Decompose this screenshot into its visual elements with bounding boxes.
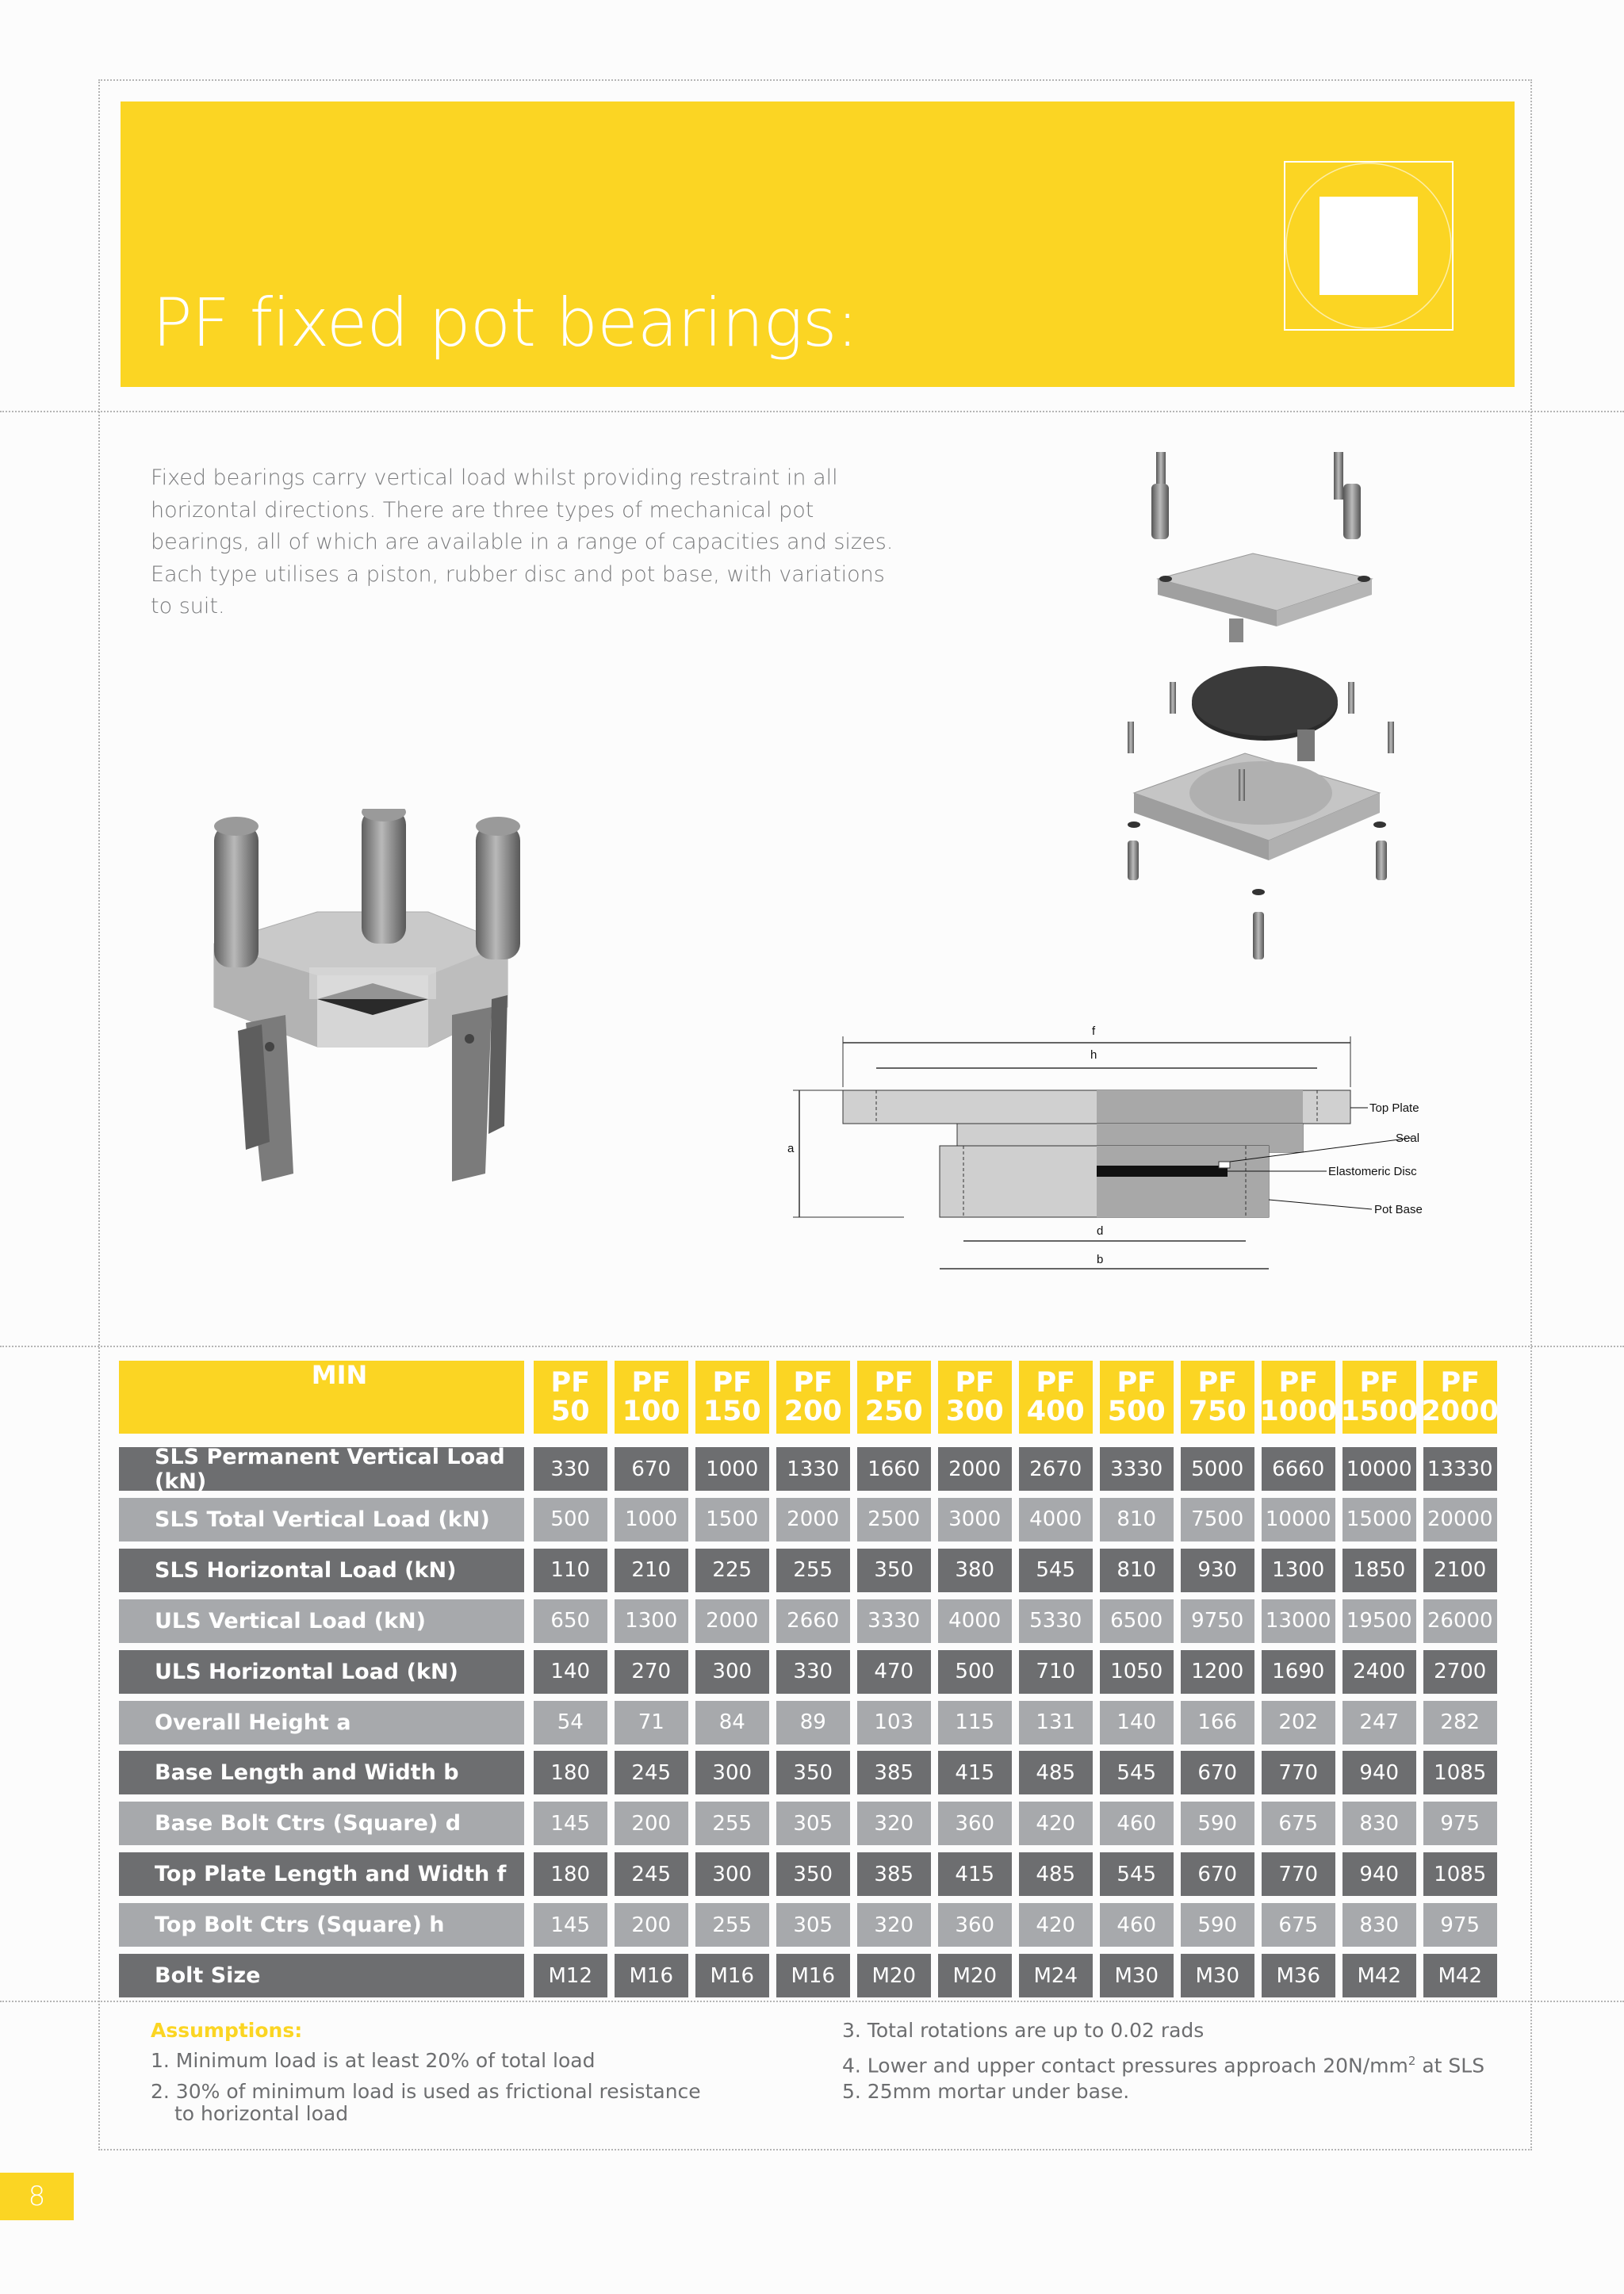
table-cell: 110: [534, 1549, 607, 1592]
table-cell: 710: [1019, 1650, 1093, 1694]
table-cell: 84: [695, 1701, 769, 1744]
table-cell: 245: [615, 1751, 688, 1794]
label-pot-base: Pot Base: [1374, 1203, 1423, 1216]
note-3: 3. Total rotations are up to 0.02 rads: [842, 2019, 1205, 2042]
page-number: 8: [0, 2173, 74, 2220]
table-cell: 26000: [1423, 1599, 1497, 1643]
table-cell: 3330: [1100, 1447, 1174, 1491]
note-4: [842, 2049, 1484, 2078]
table-cell: 247: [1342, 1701, 1416, 1744]
table-cell: 140: [1100, 1701, 1174, 1744]
column-header-number: 1500: [1340, 1396, 1418, 1427]
column-header-prefix: PF: [1359, 1367, 1400, 1399]
column-header: [1019, 1361, 1093, 1434]
table-cell: 2000: [695, 1599, 769, 1643]
table-cell: 300: [695, 1852, 769, 1896]
dim-b-label: b: [1097, 1253, 1104, 1266]
table-cell: 810: [1100, 1498, 1174, 1541]
square-logo-icon: [1283, 160, 1454, 331]
table-cell: 670: [615, 1447, 688, 1491]
table-cell: 330: [534, 1447, 607, 1491]
table-cell: 103: [857, 1701, 931, 1744]
table-row: [119, 1852, 1511, 1896]
column-header-prefix: PF: [1197, 1367, 1238, 1399]
table-cell: 650: [534, 1599, 607, 1643]
table-cell: 545: [1100, 1751, 1174, 1794]
table-cell: 830: [1342, 1802, 1416, 1845]
table-cell: 1660: [857, 1447, 931, 1491]
row-label: Top Plate Length and Width f: [119, 1852, 524, 1896]
frame-left-border: [98, 79, 100, 2150]
table-cell: 2660: [776, 1599, 850, 1643]
exploded-bearing-illustration: [1110, 452, 1411, 975]
column-header: [857, 1361, 931, 1434]
table-cell: 71: [615, 1701, 688, 1744]
table-cell: 930: [1181, 1549, 1254, 1592]
column-header: [1342, 1361, 1416, 1434]
table-cell: 1000: [695, 1447, 769, 1491]
table-cell: 15000: [1342, 1498, 1416, 1541]
row-label: Bolt Size: [119, 1954, 524, 1997]
table-header-label: MIN: [119, 1361, 524, 1434]
table-cell: 2700: [1423, 1650, 1497, 1694]
table-row: [119, 1903, 1511, 1947]
title-banner: [121, 101, 1515, 387]
row-label: Top Bolt Ctrs (Square) h: [119, 1903, 524, 1947]
column-header-number: 1000: [1259, 1396, 1337, 1427]
column-header: [1181, 1361, 1254, 1434]
table-cell: 54: [534, 1701, 607, 1744]
table-cell: 2000: [776, 1498, 850, 1541]
frame-right-border: [1530, 79, 1532, 2150]
table-row: [119, 1650, 1511, 1694]
table-cell: 282: [1423, 1701, 1497, 1744]
table-cell: 545: [1019, 1549, 1093, 1592]
intro-paragraph: Fixed bearings carry vertical load whilst providing restraint in all horizontal directions. There are three types of mechanical pot bearings, all of which are available in a range of capacities and sizes. Each type utilises a piston, rubber disc and pot base, with variations to suit.: [151, 465, 894, 618]
table-row: [119, 1599, 1511, 1643]
table-cell: 770: [1262, 1852, 1335, 1896]
column-header-prefix: PF: [1278, 1367, 1319, 1399]
divider-above-table: [0, 1346, 1624, 1347]
table-cell: M36: [1262, 1954, 1335, 1997]
table-cell: M24: [1019, 1954, 1093, 1997]
note-4-superscript: 2: [1408, 2054, 1416, 2068]
column-header-prefix: PF: [1440, 1367, 1480, 1399]
table-cell: M16: [776, 1954, 850, 1997]
column-header-prefix: PF: [955, 1367, 995, 1399]
row-label: Base Bolt Ctrs (Square) d: [119, 1802, 524, 1845]
note-4-text: 4. Lower and upper contact pressures approach 20N/mm: [842, 2054, 1408, 2078]
table-cell: 320: [857, 1802, 931, 1845]
column-header-number: 200: [783, 1396, 842, 1427]
table-cell: 89: [776, 1701, 850, 1744]
label-elastomeric-disc: Elastomeric Disc: [1328, 1165, 1417, 1178]
table-cell: 1200: [1181, 1650, 1254, 1694]
column-header-number: 750: [1188, 1396, 1247, 1427]
table-cell: 3000: [938, 1498, 1012, 1541]
table-cell: 2500: [857, 1498, 931, 1541]
note-2: 2. 30% of minimum load is used as frictional resistance: [151, 2080, 701, 2103]
label-seal: Seal: [1396, 1132, 1420, 1145]
table-cell: 1850: [1342, 1549, 1416, 1592]
table-cell: 975: [1423, 1903, 1497, 1947]
table-cell: 1085: [1423, 1852, 1497, 1896]
note-1: 1. Minimum load is at least 20% of total load: [151, 2049, 596, 2072]
table-cell: 255: [695, 1802, 769, 1845]
table-cell: M12: [534, 1954, 607, 1997]
table-cell: 485: [1019, 1751, 1093, 1794]
column-header-number: 250: [864, 1396, 923, 1427]
divider-under-banner: [0, 411, 1624, 412]
table-cell: 415: [938, 1751, 1012, 1794]
table-cell: 590: [1181, 1903, 1254, 1947]
dim-a-label: a: [787, 1142, 795, 1155]
page-title: PF fixed pot bearings:: [152, 284, 858, 362]
table-cell: 180: [534, 1852, 607, 1896]
column-header-prefix: PF: [550, 1367, 591, 1399]
table-cell: 255: [695, 1903, 769, 1947]
column-header: [1259, 1361, 1337, 1434]
notes-heading: Assumptions:: [151, 2019, 303, 2042]
table-cell: 545: [1100, 1852, 1174, 1896]
table-cell: 10000: [1262, 1498, 1335, 1541]
table-cell: M30: [1100, 1954, 1174, 1997]
column-header: [695, 1361, 769, 1434]
table-cell: 830: [1342, 1903, 1416, 1947]
cross-section-diagram: [781, 1019, 1439, 1285]
row-label: Base Length and Width b: [119, 1751, 524, 1794]
row-label: SLS Permanent Vertical Load (kN): [119, 1447, 524, 1491]
row-label: Overall Height a: [119, 1701, 524, 1744]
table-cell: 1000: [615, 1498, 688, 1541]
table-cell: 210: [615, 1549, 688, 1592]
table-cell: 166: [1181, 1701, 1254, 1744]
table-cell: 350: [776, 1852, 850, 1896]
table-cell: 200: [615, 1802, 688, 1845]
table-cell: 300: [695, 1650, 769, 1694]
table-cell: 6500: [1100, 1599, 1174, 1643]
table-cell: 500: [938, 1650, 1012, 1694]
table-cell: 4000: [938, 1599, 1012, 1643]
table-cell: M30: [1181, 1954, 1254, 1997]
table-cell: 675: [1262, 1903, 1335, 1947]
table-header-row: [119, 1361, 1511, 1434]
table-row: [119, 1802, 1511, 1845]
column-header: [615, 1361, 688, 1434]
table-cell: 1085: [1423, 1751, 1497, 1794]
table-cell: 1690: [1262, 1650, 1335, 1694]
table-cell: 360: [938, 1802, 1012, 1845]
table-cell: 270: [615, 1650, 688, 1694]
table-cell: 380: [938, 1549, 1012, 1592]
table-cell: 3330: [857, 1599, 931, 1643]
table-cell: M16: [695, 1954, 769, 1997]
note-4-tail: at SLS: [1415, 2054, 1485, 2078]
column-header-number: 300: [945, 1396, 1004, 1427]
table-cell: 460: [1100, 1802, 1174, 1845]
column-header-prefix: PF: [1116, 1367, 1157, 1399]
table-cell: 140: [534, 1650, 607, 1694]
table-cell: 305: [776, 1802, 850, 1845]
table-cell: 1300: [615, 1599, 688, 1643]
table-cell: 2400: [1342, 1650, 1416, 1694]
table-row: [119, 1549, 1511, 1592]
table-cell: 202: [1262, 1701, 1335, 1744]
column-header-prefix: PF: [793, 1367, 833, 1399]
table-cell: 13000: [1262, 1599, 1335, 1643]
frame-top-border: [98, 79, 1532, 81]
table-cell: M20: [857, 1954, 931, 1997]
table-cell: 6660: [1262, 1447, 1335, 1491]
table-cell: 255: [776, 1549, 850, 1592]
table-cell: 300: [695, 1751, 769, 1794]
table-row: [119, 1498, 1511, 1541]
table-cell: 13330: [1423, 1447, 1497, 1491]
table-cell: 19500: [1342, 1599, 1416, 1643]
table-cell: 20000: [1423, 1498, 1497, 1541]
table-cell: 810: [1100, 1549, 1174, 1592]
table-cell: 225: [695, 1549, 769, 1592]
table-cell: 670: [1181, 1852, 1254, 1896]
table-cell: 420: [1019, 1802, 1093, 1845]
table-cell: 385: [857, 1751, 931, 1794]
table-cell: 10000: [1342, 1447, 1416, 1491]
dim-d-label: d: [1097, 1224, 1104, 1238]
table-cell: M42: [1423, 1954, 1497, 1997]
column-header: [1423, 1361, 1497, 1434]
table-cell: 670: [1181, 1751, 1254, 1794]
table-cell: 2670: [1019, 1447, 1093, 1491]
column-header: [776, 1361, 850, 1434]
table-cell: 5330: [1019, 1599, 1093, 1643]
table-cell: 385: [857, 1852, 931, 1896]
table-cell: 420: [1019, 1903, 1093, 1947]
column-header: [1100, 1361, 1174, 1434]
table-cell: 145: [534, 1903, 607, 1947]
column-header-number: 2000: [1421, 1396, 1499, 1427]
row-label: ULS Horizontal Load (kN): [119, 1650, 524, 1694]
table-row: [119, 1954, 1511, 1997]
note-5: 5. 25mm mortar under base.: [842, 2080, 1130, 2103]
assembled-bearing-illustration: [190, 809, 619, 1269]
table-cell: 1050: [1100, 1650, 1174, 1694]
table-cell: 2000: [938, 1447, 1012, 1491]
dim-f-label: f: [1092, 1024, 1096, 1038]
table-cell: M20: [938, 1954, 1012, 1997]
table-cell: 1500: [695, 1498, 769, 1541]
row-label: SLS Total Vertical Load (kN): [119, 1498, 524, 1541]
table-cell: 500: [534, 1498, 607, 1541]
table-cell: 360: [938, 1903, 1012, 1947]
column-header-number: 400: [1026, 1396, 1085, 1427]
table-cell: 940: [1342, 1852, 1416, 1896]
table-cell: 770: [1262, 1751, 1335, 1794]
frame-bottom-border: [98, 2149, 1532, 2150]
table-cell: 975: [1423, 1802, 1497, 1845]
label-top-plate: Top Plate: [1369, 1101, 1419, 1115]
table-cell: 350: [776, 1751, 850, 1794]
table-cell: 115: [938, 1701, 1012, 1744]
row-label: SLS Horizontal Load (kN): [119, 1549, 524, 1592]
table-cell: 460: [1100, 1903, 1174, 1947]
table-cell: 131: [1019, 1701, 1093, 1744]
table-cell: 200: [615, 1903, 688, 1947]
table-cell: 320: [857, 1903, 931, 1947]
table-cell: 940: [1342, 1751, 1416, 1794]
column-header: [938, 1361, 1012, 1434]
table-cell: 180: [534, 1751, 607, 1794]
column-header-prefix: PF: [631, 1367, 672, 1399]
table-cell: 350: [857, 1549, 931, 1592]
table-cell: 5000: [1181, 1447, 1254, 1491]
column-header-prefix: PF: [874, 1367, 914, 1399]
column-header-number: 500: [1107, 1396, 1166, 1427]
column-header: [534, 1361, 607, 1434]
table-row: [119, 1444, 1511, 1494]
column-header-prefix: PF: [712, 1367, 753, 1399]
column-header-number: 150: [703, 1396, 761, 1427]
column-header-prefix: PF: [1036, 1367, 1076, 1399]
table-cell: 1300: [1262, 1549, 1335, 1592]
table-cell: M42: [1342, 1954, 1416, 1997]
table-row: [119, 1751, 1511, 1794]
table-cell: 145: [534, 1802, 607, 1845]
table-cell: 7500: [1181, 1498, 1254, 1541]
table-cell: 330: [776, 1650, 850, 1694]
table-cell: 590: [1181, 1802, 1254, 1845]
table-cell: 415: [938, 1852, 1012, 1896]
table-cell: 485: [1019, 1852, 1093, 1896]
dim-h-label: h: [1090, 1048, 1097, 1062]
table-cell: 305: [776, 1903, 850, 1947]
table-cell: 245: [615, 1852, 688, 1896]
divider-below-table: [0, 2001, 1624, 2002]
column-header-number: 100: [622, 1396, 680, 1427]
table-cell: 1330: [776, 1447, 850, 1491]
table-cell: M16: [615, 1954, 688, 1997]
note-2-continued: to horizontal load: [174, 2102, 349, 2125]
table-cell: 470: [857, 1650, 931, 1694]
table-cell: 9750: [1181, 1599, 1254, 1643]
column-header-number: 50: [550, 1396, 590, 1427]
table-row: [119, 1701, 1511, 1744]
table-cell: 4000: [1019, 1498, 1093, 1541]
row-label: ULS Vertical Load (kN): [119, 1599, 524, 1643]
table-cell: 2100: [1423, 1549, 1497, 1592]
table-cell: 675: [1262, 1802, 1335, 1845]
